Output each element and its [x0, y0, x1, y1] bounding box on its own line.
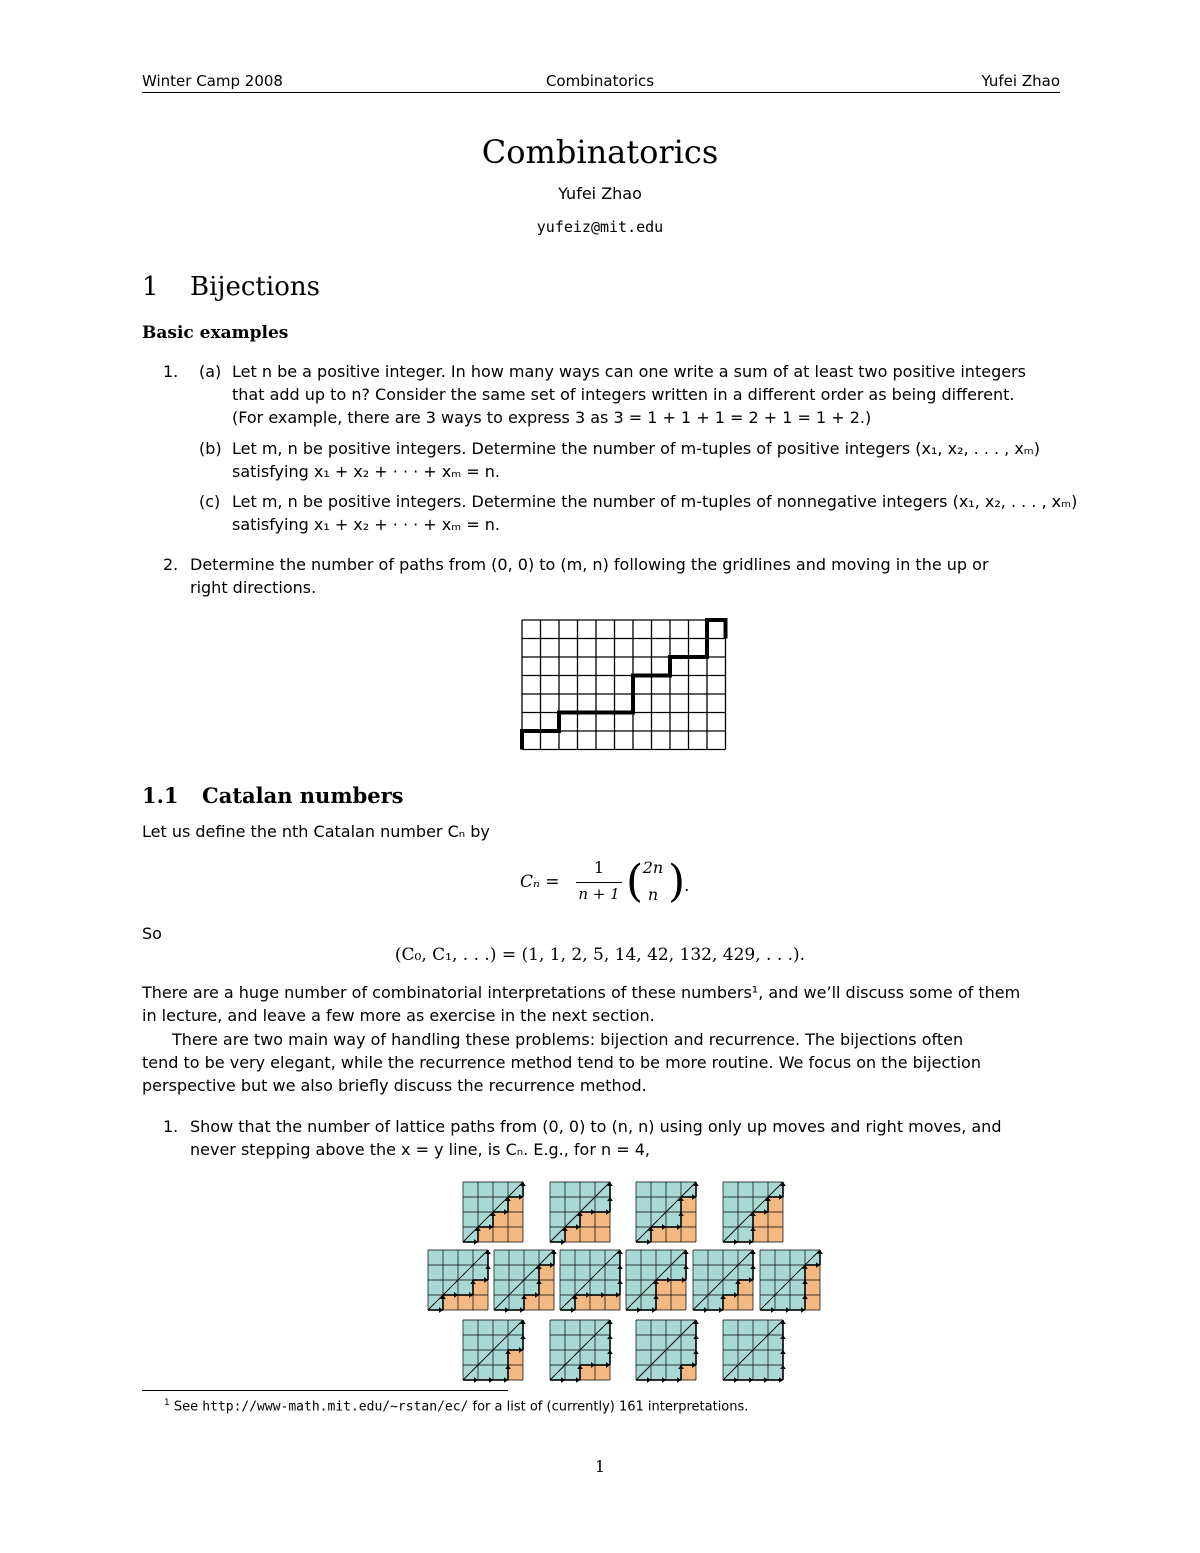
region-above-path: [428, 1280, 443, 1295]
region-below-path: [565, 1227, 580, 1242]
region-above-path: [753, 1182, 768, 1197]
dyck-path-diagram: [463, 1320, 526, 1383]
region-above-path: [595, 1350, 610, 1365]
region-above-path: [708, 1295, 723, 1310]
region-above-path: [708, 1250, 723, 1265]
catalan-problem-line1: Show that the number of lattice paths from (0, 0) to (n, n) using only up moves and right moves, and: [190, 1117, 1002, 1136]
region-above-path: [494, 1265, 509, 1280]
region-above-path: [723, 1197, 738, 1212]
region-below-path: [595, 1212, 610, 1227]
dyck-path-diagram: [693, 1250, 756, 1313]
region-below-path: [671, 1280, 686, 1295]
catalan-problem-line2: never stepping above the x = y line, is Cₙ. E.g., for n = 4,: [190, 1140, 650, 1159]
region-above-path: [775, 1265, 790, 1280]
footnote-rule: [142, 1390, 508, 1391]
region-above-path: [550, 1320, 565, 1335]
para1-line2: in lecture, and leave a few more as exercise in the next section.: [142, 1006, 655, 1025]
lattice-path-figure: [521, 619, 729, 749]
region-below-path: [681, 1365, 696, 1380]
region-below-path: [666, 1227, 681, 1242]
region-above-path: [590, 1250, 605, 1265]
problem2-text: [190, 553, 1060, 599]
dyck-path-diagram: [723, 1320, 786, 1383]
dyck-path-diagram: [560, 1250, 623, 1313]
problem1c-text: [232, 490, 1102, 536]
region-above-path: [443, 1250, 458, 1265]
problem1c-line2: satisfying x₁ + x₂ + · · · + xₘ = n.: [232, 515, 501, 534]
problem1b-label: (b): [199, 439, 222, 458]
region-above-path: [656, 1250, 671, 1265]
region-above-path: [790, 1250, 805, 1265]
region-above-path: [723, 1320, 738, 1335]
catalan-sequence: (C₀, C₁, . . .) = (1, 1, 2, 5, 14, 42, 132, 429, . . .).: [394, 945, 806, 965]
dyck-path-diagram: [550, 1182, 613, 1245]
region-above-path: [478, 1335, 493, 1350]
region-above-path: [580, 1320, 595, 1335]
region-above-path: [463, 1182, 478, 1197]
fraction-bar: [576, 882, 622, 883]
footnote-post: for a list of (currently) 161 interpretations.: [472, 1399, 749, 1415]
region-above-path: [738, 1182, 753, 1197]
region-above-path: [550, 1182, 565, 1197]
paragraph-interpretations: [142, 981, 1072, 1027]
region-above-path: [494, 1250, 509, 1265]
region-above-path: [458, 1280, 473, 1295]
dyck-path-diagram: [723, 1182, 786, 1245]
dyck-path-diagram: [626, 1250, 689, 1313]
region-above-path: [760, 1280, 775, 1295]
region-above-path: [666, 1212, 681, 1227]
region-above-path: [626, 1280, 641, 1295]
region-below-path: [590, 1295, 605, 1310]
region-above-path: [443, 1265, 458, 1280]
region-below-path: [605, 1295, 620, 1310]
region-above-path: [463, 1212, 478, 1227]
region-above-path: [651, 1197, 666, 1212]
region-below-path: [805, 1280, 820, 1295]
dyck-path-diagram: [463, 1182, 526, 1245]
problem1a-line3: (For example, there are 3 ways to express 3 as 3 = 1 + 1 + 1 = 2 + 1 = 1 + 2.): [232, 408, 872, 427]
region-above-path: [493, 1350, 508, 1365]
region-above-path: [580, 1350, 595, 1365]
region-above-path: [493, 1365, 508, 1380]
problem2-line2: right directions.: [190, 578, 317, 597]
dyck-path-diagram: [428, 1250, 491, 1313]
region-above-path: [463, 1350, 478, 1365]
dyck-path-diagram: [550, 1320, 613, 1383]
region-above-path: [478, 1197, 493, 1212]
region-below-path: [595, 1365, 610, 1380]
region-above-path: [478, 1365, 493, 1380]
binom-bottom: n: [647, 885, 659, 904]
region-above-path: [560, 1250, 575, 1265]
region-above-path: [738, 1320, 753, 1335]
section-number: 1: [142, 272, 159, 302]
binom-right-paren: ): [668, 856, 686, 907]
region-below-path: [580, 1227, 595, 1242]
region-above-path: [493, 1320, 508, 1335]
region-above-path: [641, 1250, 656, 1265]
basic-examples-heading: Basic examples: [142, 323, 289, 343]
region-below-path: [656, 1295, 671, 1310]
author-name: Yufei Zhao: [558, 184, 642, 203]
region-above-path: [753, 1320, 768, 1335]
region-above-path: [753, 1365, 768, 1380]
problem1b-text: [232, 437, 1072, 483]
formula-numerator: 1: [593, 858, 605, 877]
region-above-path: [626, 1265, 641, 1280]
region-above-path: [723, 1350, 738, 1365]
subsection-title: Catalan numbers: [202, 783, 404, 808]
footnote: [164, 1398, 748, 1414]
header-right: Yufei Zhao: [981, 72, 1060, 90]
region-below-path: [575, 1295, 590, 1310]
region-above-path: [595, 1335, 610, 1350]
page-number: 1: [594, 1457, 606, 1476]
region-above-path: [458, 1250, 473, 1265]
region-above-path: [595, 1197, 610, 1212]
region-above-path: [524, 1250, 539, 1265]
region-below-path: [768, 1197, 783, 1212]
region-below-path: [508, 1212, 523, 1227]
region-below-path: [753, 1227, 768, 1242]
footnote-mark: 1: [164, 1398, 170, 1408]
footnote-url[interactable]: http://www-math.mit.edu/~rstan/ec/: [202, 1399, 469, 1415]
region-below-path: [539, 1295, 554, 1310]
region-below-path: [478, 1227, 493, 1242]
region-above-path: [509, 1295, 524, 1310]
region-above-path: [768, 1350, 783, 1365]
region-above-path: [605, 1265, 620, 1280]
header-rule: [142, 92, 1060, 93]
problem1a-text: [232, 360, 1062, 429]
dyck-path-diagram: [494, 1250, 557, 1313]
region-above-path: [775, 1250, 790, 1265]
header-left: Winter Camp 2008: [142, 72, 283, 90]
problem1b-line1: Let m, n be positive integers. Determine the number of m-tuples of positive integers (x₁, x₂, . . . , xₘ): [232, 439, 1041, 458]
footnote-pre: See: [173, 1399, 199, 1415]
subsection-number: 1.1: [142, 783, 179, 808]
region-below-path: [738, 1295, 753, 1310]
region-above-path: [560, 1280, 575, 1295]
region-above-path: [560, 1265, 575, 1280]
paragraph-methods: [142, 1028, 1072, 1097]
region-above-path: [738, 1335, 753, 1350]
region-above-path: [478, 1320, 493, 1335]
region-below-path: [473, 1295, 488, 1310]
region-above-path: [738, 1227, 753, 1242]
region-below-path: [805, 1265, 820, 1280]
region-above-path: [666, 1350, 681, 1365]
region-above-path: [575, 1265, 590, 1280]
binom-left-paren: (: [626, 856, 644, 907]
region-above-path: [493, 1182, 508, 1197]
region-above-path: [473, 1265, 488, 1280]
catalan-problem-number: 1.: [163, 1117, 179, 1136]
region-above-path: [693, 1250, 708, 1265]
region-above-path: [768, 1335, 783, 1350]
region-above-path: [723, 1250, 738, 1265]
region-above-path: [580, 1182, 595, 1197]
formula-denominator: n + 1: [578, 885, 620, 903]
region-below-path: [539, 1265, 554, 1280]
region-above-path: [651, 1335, 666, 1350]
region-above-path: [681, 1350, 696, 1365]
region-below-path: [539, 1280, 554, 1295]
region-above-path: [671, 1265, 686, 1280]
region-above-path: [790, 1280, 805, 1295]
region-above-path: [775, 1295, 790, 1310]
region-above-path: [428, 1265, 443, 1280]
region-below-path: [508, 1350, 523, 1365]
region-below-path: [671, 1295, 686, 1310]
region-above-path: [508, 1335, 523, 1350]
para2-line3: perspective but we also briefly discuss the recurrence method.: [142, 1076, 647, 1095]
region-above-path: [760, 1265, 775, 1280]
region-above-path: [463, 1320, 478, 1335]
problem2-line1: Determine the number of paths from (0, 0) to (m, n) following the gridlines and moving in the up or: [190, 555, 989, 574]
region-above-path: [550, 1350, 565, 1365]
region-above-path: [738, 1265, 753, 1280]
region-above-path: [708, 1265, 723, 1280]
catalan-problem-text: [190, 1115, 1070, 1161]
para2-line1: There are two main way of handling these problems: bijection and recurrence. The bijections often: [172, 1030, 964, 1049]
region-above-path: [626, 1250, 641, 1265]
region-above-path: [494, 1280, 509, 1295]
header-center: Combinatorics: [545, 72, 655, 90]
region-above-path: [636, 1335, 651, 1350]
region-above-path: [666, 1320, 681, 1335]
dyck-path-diagram: [636, 1182, 699, 1245]
region-below-path: [651, 1227, 666, 1242]
formula-lhs: Cₙ =: [520, 872, 560, 892]
region-above-path: [723, 1280, 738, 1295]
region-below-path: [595, 1227, 610, 1242]
problem1a-line1: Let n be a positive integer. In how many ways can one write a sum of at least two positive integers: [232, 362, 1026, 381]
region-above-path: [565, 1335, 580, 1350]
problem1c-label: (c): [199, 492, 221, 511]
problem1a-line2: that add up to n? Consider the same set of integers written in a different order as being different.: [232, 385, 1015, 404]
region-below-path: [753, 1212, 768, 1227]
region-above-path: [693, 1280, 708, 1295]
region-above-path: [565, 1197, 580, 1212]
region-above-path: [636, 1350, 651, 1365]
region-above-path: [636, 1182, 651, 1197]
problem1c-line1: Let m, n be positive integers. Determine the number of m-tuples of nonnegative integers (x₁, x₂, . . . , xₘ): [232, 492, 1078, 511]
region-below-path: [458, 1295, 473, 1310]
region-below-path: [508, 1227, 523, 1242]
region-above-path: [550, 1335, 565, 1350]
region-above-path: [768, 1365, 783, 1380]
problem1-number: 1.: [163, 362, 179, 381]
region-above-path: [636, 1320, 651, 1335]
region-below-path: [681, 1227, 696, 1242]
region-above-path: [524, 1280, 539, 1295]
region-above-path: [760, 1250, 775, 1265]
region-above-path: [590, 1280, 605, 1295]
region-above-path: [605, 1280, 620, 1295]
region-below-path: [738, 1280, 753, 1295]
region-below-path: [768, 1227, 783, 1242]
region-below-path: [508, 1197, 523, 1212]
region-above-path: [428, 1250, 443, 1265]
region-below-path: [681, 1197, 696, 1212]
problem1b-line2: satisfying x₁ + x₂ + · · · + xₘ = n.: [232, 462, 501, 481]
region-below-path: [681, 1212, 696, 1227]
region-above-path: [550, 1212, 565, 1227]
dyck-path-diagram: [636, 1320, 699, 1383]
region-above-path: [790, 1295, 805, 1310]
region-above-path: [641, 1295, 656, 1310]
region-below-path: [656, 1280, 671, 1295]
para1-line1: There are a huge number of combinatorial interpretations of these numbers¹, and we’ll discuss some of them: [142, 983, 1021, 1002]
formula-period: .: [684, 876, 690, 896]
region-below-path: [805, 1295, 820, 1310]
region-above-path: [723, 1335, 738, 1350]
region-above-path: [565, 1365, 580, 1380]
region-above-path: [738, 1365, 753, 1380]
region-above-path: [565, 1320, 580, 1335]
region-below-path: [473, 1280, 488, 1295]
catalan-definition: Let us define the nth Catalan number Cₙ by: [142, 822, 490, 841]
region-above-path: [753, 1350, 768, 1365]
region-above-path: [723, 1182, 738, 1197]
region-above-path: [463, 1335, 478, 1350]
problem2-number: 2.: [163, 555, 179, 574]
para2-line2: tend to be very elegant, while the recurrence method tend to be more routine. We focus on the bijection: [142, 1053, 981, 1072]
region-below-path: [723, 1295, 738, 1310]
region-above-path: [509, 1265, 524, 1280]
so-text: So: [142, 924, 162, 943]
region-above-path: [681, 1335, 696, 1350]
region-below-path: [768, 1212, 783, 1227]
region-above-path: [723, 1212, 738, 1227]
problem1a-label: (a): [199, 362, 222, 381]
region-above-path: [636, 1197, 651, 1212]
dyck-paths-figure: [420, 1170, 830, 1385]
region-above-path: [636, 1212, 651, 1227]
section-title: Bijections: [190, 272, 320, 302]
region-above-path: [575, 1250, 590, 1265]
staircase-path: [522, 620, 726, 750]
region-above-path: [550, 1197, 565, 1212]
region-below-path: [493, 1212, 508, 1227]
region-below-path: [524, 1295, 539, 1310]
region-above-path: [651, 1365, 666, 1380]
binom-top: 2n: [642, 858, 664, 877]
region-above-path: [651, 1182, 666, 1197]
region-above-path: [738, 1197, 753, 1212]
region-above-path: [463, 1197, 478, 1212]
region-below-path: [580, 1365, 595, 1380]
region-above-path: [693, 1265, 708, 1280]
author-email: yufeiz@mit.edu: [536, 218, 664, 236]
region-below-path: [580, 1212, 595, 1227]
region-below-path: [508, 1365, 523, 1380]
region-above-path: [651, 1320, 666, 1335]
dyck-path-diagram: [760, 1250, 823, 1313]
region-above-path: [666, 1182, 681, 1197]
region-above-path: [509, 1250, 524, 1265]
region-above-path: [641, 1265, 656, 1280]
region-above-path: [478, 1182, 493, 1197]
page-title: Combinatorics: [481, 133, 719, 171]
region-above-path: [666, 1365, 681, 1380]
region-below-path: [443, 1295, 458, 1310]
region-below-path: [493, 1227, 508, 1242]
region-above-path: [565, 1182, 580, 1197]
